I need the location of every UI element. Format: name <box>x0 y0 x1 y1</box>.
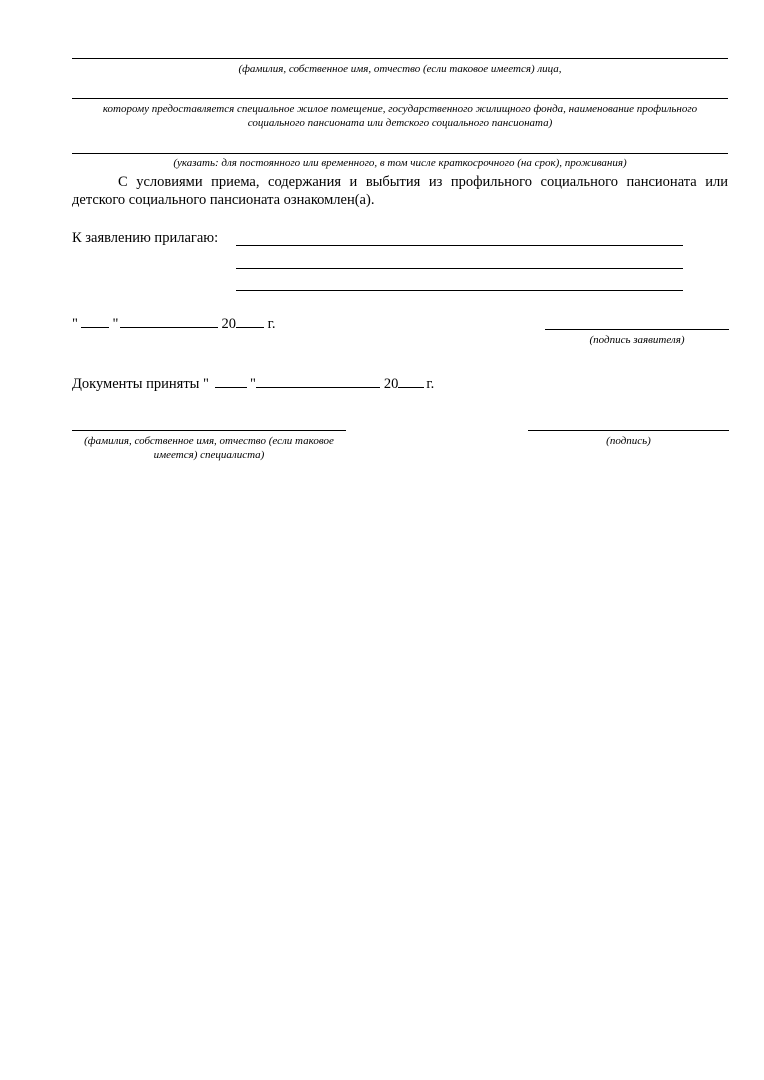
accepted-year-suffix: г. <box>426 376 435 392</box>
accepted-month-field[interactable] <box>256 373 380 388</box>
specialist-signature-line[interactable] <box>528 430 729 431</box>
applicant-signature-caption: (подпись заявителя) <box>589 334 685 346</box>
premises-line[interactable] <box>72 98 728 99</box>
accepted-day-field[interactable] <box>215 373 247 388</box>
specialist-name-caption: (фамилия, собственное имя, отчество (если таковое имеется) специалиста) <box>84 435 334 461</box>
accepted-quote-close: " <box>249 376 256 392</box>
date-month-field[interactable] <box>120 313 218 328</box>
residence-type-line[interactable] <box>72 153 728 154</box>
person-name-caption: (фамилия, собственное имя, отчество (если таковое имеется) лица, <box>238 63 562 75</box>
date-quote-open: " <box>72 316 78 332</box>
specialist-signature-caption: (подпись) <box>606 435 651 447</box>
date-year-suffix: г. <box>267 316 276 332</box>
date-year-field[interactable] <box>236 313 264 328</box>
accepted-year-field[interactable] <box>398 373 424 388</box>
applicant-signature-line[interactable] <box>545 329 729 330</box>
residence-type-caption: (указать: для постоянного или временного, в том числе краткосрочного (на срок), проживания) <box>173 157 627 169</box>
attachment-line-2[interactable] <box>236 268 683 269</box>
accepted-label: Документы приняты " <box>72 376 209 392</box>
conditions-paragraph: С условиями приема, содержания и выбытия из профильного социального пансионата или детского социального пансионата ознакомлен(а). <box>72 174 728 208</box>
person-name-line[interactable] <box>72 58 728 59</box>
documents-accepted <box>72 373 434 393</box>
date-day-field[interactable] <box>81 313 109 328</box>
attachment-line-3[interactable] <box>236 290 683 291</box>
date-quote-close: " <box>112 316 119 332</box>
specialist-name-line[interactable] <box>72 430 346 431</box>
attachments-label: К заявлению прилагаю: <box>72 230 219 246</box>
application-date <box>72 313 276 333</box>
attachment-line-1[interactable] <box>236 245 683 246</box>
premises-caption: которому предоставляется специальное жилое помещение, государственного жилищного фонда, наименование профильного социального пансионата или детского социального пансионата) <box>102 103 698 129</box>
date-century: 20 <box>221 316 236 332</box>
accepted-century: 20 <box>383 376 399 392</box>
